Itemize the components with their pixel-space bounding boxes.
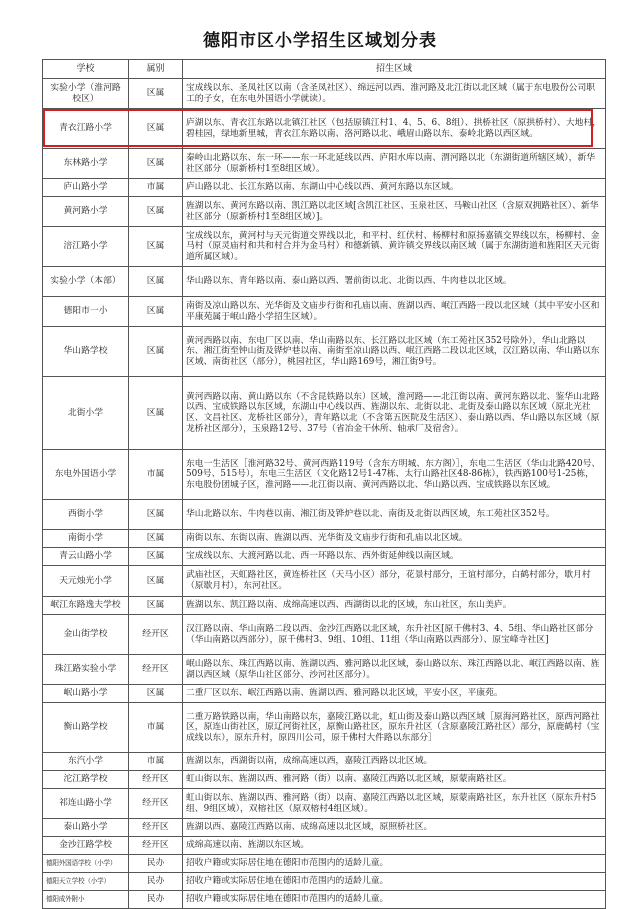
school-cell: 实验小学（淮河路校区）: [43, 79, 129, 109]
school-cell: 德阳外国语学校（小学）: [43, 855, 129, 873]
area-cell: 华山北路以东、牛肉巷以南、湘江街及铧炉巷以北、南街及北街以西区域，东工苑社区352号。: [183, 500, 606, 530]
table-row: [43, 79, 606, 109]
area-cell: 旌湖以西、嘉陵江西路以南、成绵高速以北区域，原照桥社区。: [183, 819, 606, 837]
type-cell: 经开区: [129, 655, 183, 685]
type-cell: 区属: [129, 597, 183, 615]
type-cell: 区属: [129, 149, 183, 179]
area-cell: 秦岭山北路以东、东一环——东一环北延线以西、庐阳水库以南、渭河路以北（东湖街道所辖区域），新华社区部分（原新桥村1至8组区域）。: [183, 149, 606, 179]
type-cell: 区属: [129, 267, 183, 297]
table-row: [43, 703, 606, 753]
area-cell: 武庙社区，天虹路社区，黄连桥社区（天马小区）部分，花景村部分，王谊村部分，白鹤村部分，歇月村（原歇月村），东河社区。: [183, 566, 606, 597]
type-cell: 经开区: [129, 771, 183, 789]
area-cell: 黄河西路以南、东电厂区以南、华山南路以东、长江路以北区域（东工苑社区352号除外），华山北路以东、湘江街至钟山街及铧炉巷以南、南街至凉山路以西、岷江西路二段以北区域，汉江路以南、华山路以东区域、南街社区（部分），桃园社区，华山路169号，湘江街9号。: [183, 327, 606, 377]
school-cell: 黄河路小学: [43, 197, 129, 227]
type-cell: 区属: [129, 548, 183, 566]
area-cell: 庐山路以北、长江东路以南、东湖山中心线以西、黄河东路以东区域。: [183, 179, 606, 197]
table-row: [43, 873, 606, 891]
type-cell: 经开区: [129, 615, 183, 655]
school-cell: 实验小学（本部）: [43, 267, 129, 297]
table-row: [43, 685, 606, 703]
area-cell: 招收户籍或实际居住地在德阳市范围内的适龄儿童。: [183, 855, 606, 873]
school-cell: 金山街学校: [43, 615, 129, 655]
type-cell: 市属: [129, 179, 183, 197]
school-cell: 德阳成外附小: [43, 891, 129, 909]
school-cell: 西街小学: [43, 500, 129, 530]
school-cell: 德阳市一小: [43, 297, 129, 327]
area-cell: 成绵高速以南、旌湖以东区域。: [183, 837, 606, 855]
table-row: [43, 837, 606, 855]
table-row: [43, 327, 606, 377]
table-row: [43, 530, 606, 548]
header-type: 属别: [129, 60, 183, 79]
area-cell: 二重厂区以东、岷江西路以南、旌湖以西、雅河路以北区域，平安小区，平康苑。: [183, 685, 606, 703]
type-cell: 区属: [129, 566, 183, 597]
table-row: [43, 227, 606, 267]
area-cell: 虹山街以东、旌湖以西、雅河路（街）以南、嘉陵江西路以北区域，原蒙南路社区，东升社区（原东升村5组、9组区域），双榕社区（原双榕村4组区域）。: [183, 789, 606, 819]
area-cell: 岷山路以东、珠江西路以南、旌湖以西、雅河路以北区域，泰山路以东、珠江西路以北、岷江西路以南、旌湖以西区域（原华山社区部分、沙河社区部分）。: [183, 655, 606, 685]
school-cell: 德阳天立学校（小学）: [43, 873, 129, 891]
type-cell: 市属: [129, 753, 183, 771]
school-cell: 沱江路学校: [43, 771, 129, 789]
table-row: [43, 753, 606, 771]
area-cell: 宝成线以东、大渡河路以北、西一环路以东、西外街延伸线以南区域。: [183, 548, 606, 566]
table-row: [43, 297, 606, 327]
school-cell: 华山路学校: [43, 327, 129, 377]
table-row: [43, 855, 606, 873]
type-cell: 区属: [129, 197, 183, 227]
school-cell: 祁连山路小学: [43, 789, 129, 819]
type-cell: 区属: [129, 327, 183, 377]
type-cell: 区属: [129, 297, 183, 327]
school-cell: 北街小学: [43, 377, 129, 450]
table-row: [43, 149, 606, 179]
type-cell: 区属: [129, 530, 183, 548]
school-cell: 岷江东路逸夫学校: [43, 597, 129, 615]
header-area: 招生区域: [183, 60, 606, 79]
table-row: [43, 615, 606, 655]
table-row: [43, 377, 606, 450]
school-cell: 东电外国语小学: [43, 450, 129, 500]
type-cell: 经开区: [129, 837, 183, 855]
area-cell: 南街以东、东街以南、旌湖以西、光华街及文庙步行街和孔庙以北区域。: [183, 530, 606, 548]
table-row: [43, 655, 606, 685]
area-cell: 宝成线以东，黄河村与天元街道交界线以北，和平村、红伏村、杨柳村和原扬嘉镇交界线以东，杨柳村、金马村（原灵庙村和共和村合并为金马村）和德新镇、黄许镇交界线以南区域（属于东湖街道和旌阳区天元街道所属区域）。: [183, 227, 606, 267]
area-cell: 旌湖以东、凯江路以南、成绵高速以西、西湖街以北的区域，东山社区，东山美庐。: [183, 597, 606, 615]
area-cell: 南街及凉山路以东、光华街及文庙步行街和孔庙以南、旌湖以西、岷江西路一段以北区域（其中平安小区和平康苑属于岷山路小学招生区域）。: [183, 297, 606, 327]
school-cell: 金沙江路学校: [43, 837, 129, 855]
area-cell: 招收户籍或实际居住地在德阳市范围内的适龄儿童。: [183, 891, 606, 909]
school-cell: 东汽小学: [43, 753, 129, 771]
school-cell: 青衣江路小学: [43, 109, 129, 149]
area-cell: 华山路以东、青年路以南、泰山路以西、署前街以北、北街以西、牛肉巷以北区域。: [183, 267, 606, 297]
school-cell: 青云山路小学: [43, 548, 129, 566]
enrollment-table: [42, 59, 606, 909]
type-cell: 市属: [129, 450, 183, 500]
area-cell: 庐湖以东、青衣江东路以北镇江社区（包括原镇江村1、4、5、6、8组）、拱桥社区（原拱桥村）、大地村，碧桂园，绿地新里城，青衣江东路以南、洛河路以北、峨眉山路以东、泰岭北路以西区域。: [183, 109, 606, 149]
area-cell: 汉江路以南、华山南路二段以西、金沙江西路以北区域，东升社区[原千佛村3、4、5组、华山路社区部分（华山南路以西部分），原千佛村3、9组、10组、11组（华山南路以西部分）、原宝峰寺社区]: [183, 615, 606, 655]
type-cell: 区属: [129, 109, 183, 149]
school-cell: 涪江路小学: [43, 227, 129, 267]
area-cell: 黄河西路以南、黄山路以东（不含昆铁路以东）区域，淮河路——北江街以南、黄河东路以北、鉴华山北路以西、宝成铁路以东区域，东湖山中心线以西、旌湖以东、北街以北、北街及泰山路以东区域（原北光社区、文昌社区、龙桥社区部分），青年路以北（不含第五医院及生活区）、泰山路以西、华山路以东区域（原龙桥社区部分），玉泉路12号、37号（省冶金干休所、轴承厂及宿舍）。: [183, 377, 606, 450]
type-cell: 民办: [129, 891, 183, 909]
type-cell: 经开区: [129, 819, 183, 837]
area-cell: 宝成线以东、圣凤社区以南（含圣凤社区）、绵远河以西、淮河路及北江街以北区域（属于东电股份公司职工的子女，在东电外国语小学就读）。: [183, 79, 606, 109]
school-cell: 岷山路小学: [43, 685, 129, 703]
type-cell: 区属: [129, 377, 183, 450]
table-row: [43, 450, 606, 500]
table-row: [43, 597, 606, 615]
table-row: [43, 109, 606, 149]
table-row: [43, 197, 606, 227]
area-cell: 旌湖以东，西湖街以南，成绵高速以西，嘉陵江西路以北区域。: [183, 753, 606, 771]
school-cell: 南街小学: [43, 530, 129, 548]
type-cell: 民办: [129, 873, 183, 891]
header-school: 学校: [43, 60, 129, 79]
school-cell: 泰山路小学: [43, 819, 129, 837]
type-cell: 区属: [129, 227, 183, 267]
table-header-row: [43, 60, 606, 79]
table-row: [43, 500, 606, 530]
type-cell: 区属: [129, 500, 183, 530]
area-cell: 二重万路铁路以南，华山南路以东，嘉陵江路以北，虹山街及泰山路以西区域［原海河路社区，原西河路社区，原连山街社区，原辽河街社区，原衡山路社区，原东升社区（含原嘉陵江路社区）部分，原鹿鹤村（宝成线以东），原东升村，原四川公司，原千佛村大件路以东部分］: [183, 703, 606, 753]
table-row: [43, 267, 606, 297]
page-title: 德阳市区小学招生区域划分表: [203, 31, 437, 51]
school-cell: 珠江路实验小学: [43, 655, 129, 685]
table-row: [43, 819, 606, 837]
type-cell: 区属: [129, 79, 183, 109]
table-row: [43, 548, 606, 566]
type-cell: 经开区: [129, 789, 183, 819]
area-cell: 虹山街以东、旌湖以西、雅河路（街）以南、嘉陵江西路以北区域，原蒙南路社区。: [183, 771, 606, 789]
school-cell: 衡山路学校: [43, 703, 129, 753]
table-row: [43, 891, 606, 909]
type-cell: 区属: [129, 685, 183, 703]
area-cell: 旌湖以东、黄河东路以南、凯江路以北区域[含凯江社区、玉泉社区、马鞍山社区（含原双拥路社区）、新华社区部分（原新桥村1至8组区域）]。: [183, 197, 606, 227]
area-cell: 招收户籍或实际居住地在德阳市范围内的适龄儿童。: [183, 873, 606, 891]
table-row: [43, 566, 606, 597]
table-row: [43, 771, 606, 789]
type-cell: 市属: [129, 703, 183, 753]
area-cell: 东电一生活区［淮河路32号、黄河西路119号（含东方明城、东方阁）］，东电二生活区（华山北路420号、509号、515号），东电三生活区（文化路12号1-47栋、太行山路社区48-86栋），铁西路100号1-25栋，东电股份团城子区，淮河路——北江街以南、黄河西路以北、华山路以西、宝成铁路以东区域。: [183, 450, 606, 500]
type-cell: 民办: [129, 855, 183, 873]
school-cell: 庐山路小学: [43, 179, 129, 197]
table-row: [43, 179, 606, 197]
school-cell: 天元烛光小学: [43, 566, 129, 597]
school-cell: 东林路小学: [43, 149, 129, 179]
table-row: [43, 789, 606, 819]
